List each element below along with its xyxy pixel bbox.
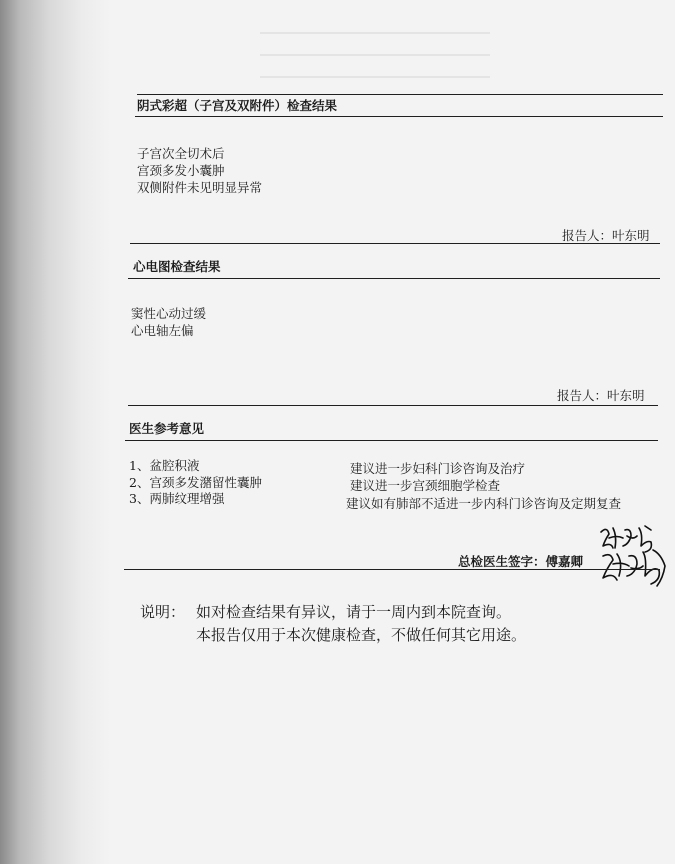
section-rule <box>128 278 660 279</box>
ecg-title: 心电图检查结果 <box>133 259 221 274</box>
notes-line: 如对检查结果有异议，请于一周内到本院查询。 <box>196 603 512 621</box>
finding-line: 双侧附件未见明显异常 <box>137 180 263 195</box>
advice-item: 2、宫颈多发潴留性囊肿 <box>129 475 262 490</box>
section-rule <box>135 116 663 117</box>
finding-line: 窦性心动过缓 <box>131 306 207 321</box>
notes-line: 本报告仅用于本次健康检查，不做任何其它用途。 <box>196 626 527 644</box>
ultrasound-title: 阴式彩超（子宫及双附件）检查结果 <box>137 98 338 113</box>
section-rule <box>130 243 660 244</box>
section-rule <box>124 569 660 570</box>
reporter-label: 报告人：叶东明 <box>557 388 645 403</box>
section-rule <box>125 440 658 441</box>
faint-bleedthrough <box>260 22 490 82</box>
notes-label: 说明： <box>140 603 186 621</box>
section-rule <box>128 405 658 406</box>
finding-line: 宫颈多发小囊肿 <box>137 163 225 178</box>
advice-title: 医生参考意见 <box>129 421 205 436</box>
reporter-label: 报告人：叶东明 <box>562 228 650 243</box>
finding-line: 子宫次全切术后 <box>137 146 225 161</box>
advice-suggestion: 建议如有肺部不适进一步内科门诊咨询及定期复查 <box>346 496 622 511</box>
advice-item: 1、盆腔积液 <box>129 458 200 473</box>
finding-line: 心电轴左偏 <box>131 323 194 338</box>
advice-item: 3、两肺纹理增强 <box>129 491 225 506</box>
section-rule <box>137 94 663 95</box>
advice-suggestion: 建议进一步宫颈细胞学检查 <box>350 478 501 493</box>
advice-suggestion: 建议进一步妇科门诊咨询及治疗 <box>350 461 526 476</box>
scan-shadow <box>0 0 110 864</box>
handwritten-signature <box>595 522 670 594</box>
signature-label: 总检医生签字：傅嘉卿 <box>458 554 584 569</box>
